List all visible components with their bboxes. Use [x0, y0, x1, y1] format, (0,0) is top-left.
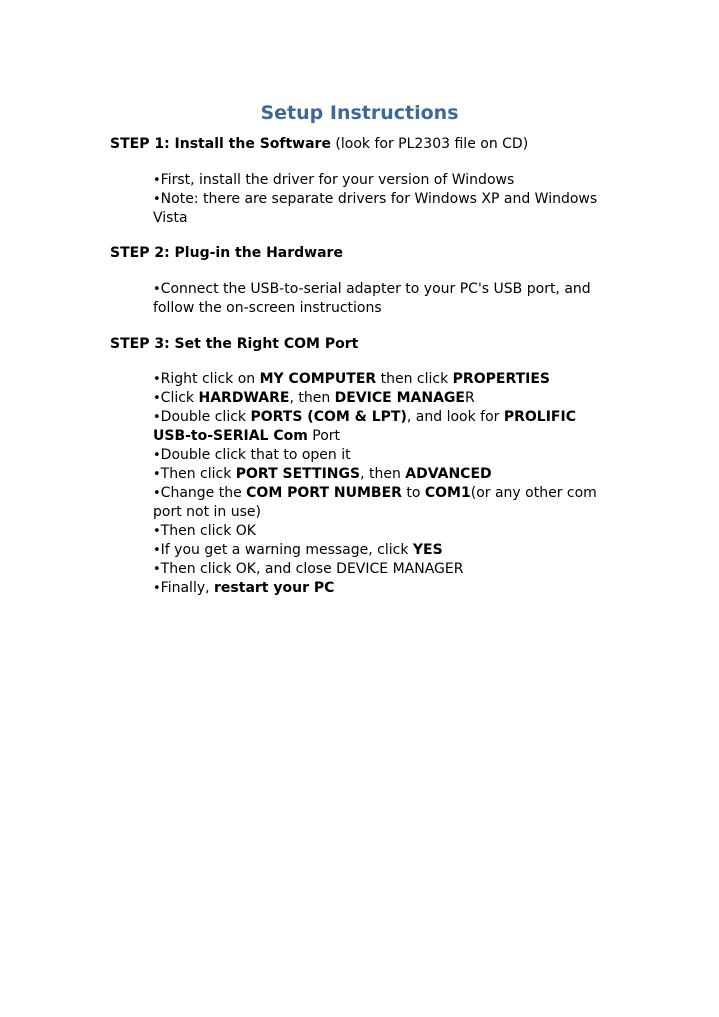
item-text-bold: restart your PC: [214, 580, 335, 596]
bullet-icon: •: [153, 486, 161, 501]
bullet-icon: •: [153, 391, 161, 406]
item-text: Right click on: [160, 371, 260, 387]
step-3-list: [153, 370, 618, 598]
item-text-bold: COM PORT NUMBER: [246, 485, 402, 501]
item-text: First, install the driver for your version of Windows: [160, 172, 515, 188]
step-2-heading: [110, 244, 670, 263]
item-text-bold: HARDWARE: [198, 390, 290, 406]
list-item: [153, 522, 618, 541]
step-2-label: STEP 2: Plug-in the Hardware: [110, 245, 343, 261]
bullet-icon: •: [153, 192, 161, 207]
bullet-icon: •: [153, 467, 161, 482]
bullet-icon: •: [153, 524, 161, 539]
list-item: [153, 408, 618, 446]
item-text-bold: MY COMPUTER: [259, 371, 377, 387]
item-text: Note: there are separate drivers for Windows XP and Windows Vista: [153, 191, 598, 226]
step-1-note: (look for PL2303 file on CD): [330, 136, 529, 152]
item-text: Then click OK, and close DEVICE MANAGER: [160, 561, 464, 577]
item-text: , then: [360, 466, 406, 482]
item-text-bold: COM1: [424, 485, 471, 501]
bullet-icon: •: [153, 372, 161, 387]
step-2-list: [153, 280, 618, 318]
bullet-icon: •: [153, 448, 161, 463]
item-text: , and look for: [406, 409, 504, 425]
item-text-bold: PORT SETTINGS: [235, 466, 361, 482]
item-text: Then click OK: [160, 523, 256, 539]
bullet-icon: •: [153, 410, 161, 425]
item-text: If you get a warning message, click: [160, 542, 413, 558]
list-item: [153, 190, 618, 228]
bullet-icon: •: [153, 543, 161, 558]
item-text: Change the: [160, 485, 247, 501]
item-text: Click: [160, 390, 199, 406]
item-text-bold: PROLIFIC USB-to-SERIAL Com: [153, 409, 576, 444]
list-item: [153, 541, 618, 560]
step-1-heading: [110, 135, 670, 154]
list-item: [153, 370, 618, 389]
item-text: Connect the USB-to-serial adapter to your PC's USB port, and follow the on-screen instructions: [153, 281, 591, 316]
item-text: Finally,: [160, 580, 215, 596]
list-item: [153, 389, 618, 408]
step-3-heading: [110, 335, 670, 354]
page-title: Setup Instructions: [260, 102, 459, 124]
list-item: [153, 446, 618, 465]
item-text: Then click: [160, 466, 236, 482]
item-text-bold: ADVANCED: [405, 466, 492, 482]
item-text-bold: DEVICE MANAGE: [334, 390, 465, 406]
bullet-icon: •: [153, 562, 161, 577]
item-text: , then: [289, 390, 335, 406]
item-text: then click: [376, 371, 453, 387]
bullet-icon: •: [153, 173, 161, 188]
item-text-bold: PORTS (COM & LPT): [250, 409, 407, 425]
step-1-list: [153, 171, 618, 228]
item-text: to: [401, 485, 425, 501]
item-text: Double click that to open it: [160, 447, 351, 463]
bullet-icon: •: [153, 282, 161, 297]
item-text: R: [464, 390, 475, 406]
item-text: Port: [307, 428, 341, 444]
item-text-bold: PROPERTIES: [452, 371, 550, 387]
list-item: [153, 484, 618, 522]
step-1-label: STEP 1: Install the Software: [110, 136, 331, 152]
item-text: Double click: [160, 409, 251, 425]
item-text-bold: YES: [412, 542, 443, 558]
list-item: [153, 579, 618, 598]
list-item: [153, 171, 618, 190]
list-item: [153, 465, 618, 484]
bullet-icon: •: [153, 581, 161, 596]
list-item: [153, 560, 618, 579]
item-text: (or any other com port not in use): [153, 485, 597, 520]
step-3-label: STEP 3: Set the Right COM Port: [110, 336, 359, 352]
list-item: [153, 280, 618, 318]
